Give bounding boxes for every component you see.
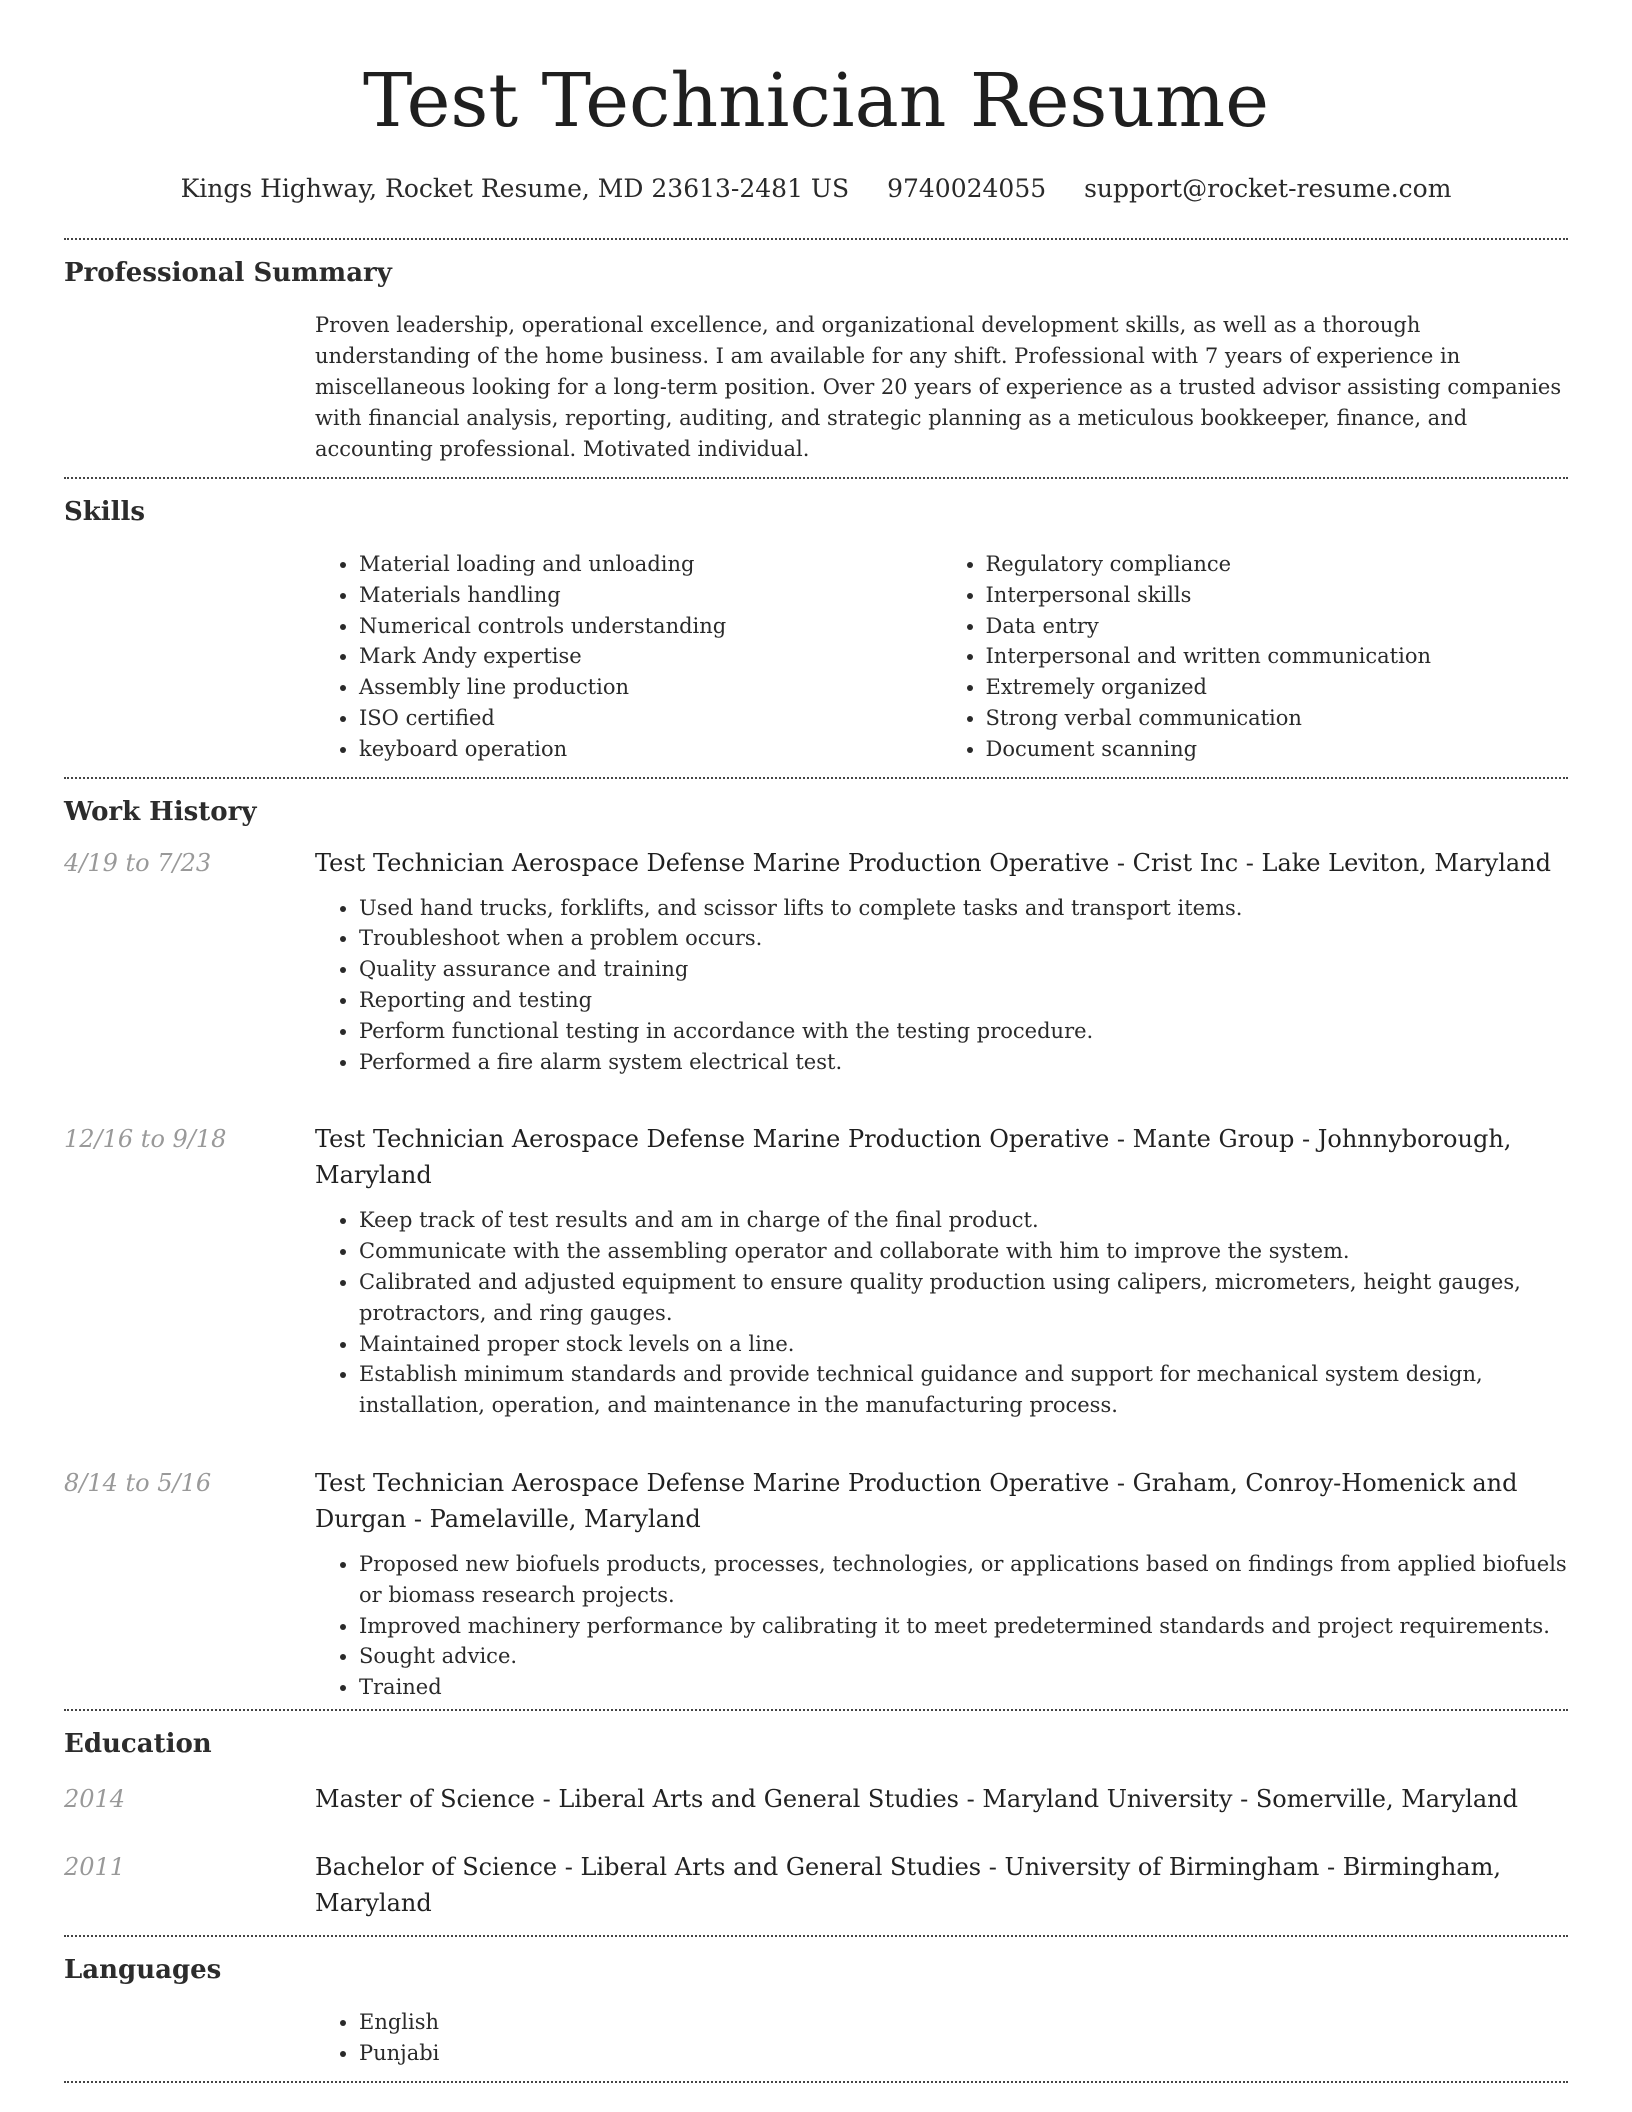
- job-bullet: • Proposed new biofuels products, processes, technologies, or applications based on findings from applied biofuels or biomass research projects.: [359, 1549, 1568, 1611]
- language-item: • Punjabi: [359, 2038, 1568, 2069]
- education-year: 2011: [64, 1852, 126, 1881]
- job-dates: 12/16 to 9/18: [64, 1125, 227, 1154]
- job-heading: [315, 1465, 1568, 1537]
- job-bullet: • Troubleshoot when a problem occurs.: [359, 923, 1568, 954]
- skill-item: • Extremely organized: [986, 672, 1569, 703]
- education-entry: [64, 1781, 1568, 1817]
- job-bullet: • Used hand trucks, forklifts, and scissor lifts to complete tasks and transport items.: [359, 893, 1568, 924]
- education-entry: [64, 1849, 1568, 1921]
- section-title: Professional Summary: [64, 258, 392, 288]
- education-year: 2014: [64, 1784, 126, 1813]
- skill-item: • Interpersonal skills: [986, 580, 1569, 611]
- contact-info: [64, 172, 1568, 240]
- job-employer-location: - Crist Inc - Lake Leviton, Maryland: [1109, 848, 1552, 877]
- skill-item: • Document scanning: [986, 734, 1569, 765]
- job-bullets: [315, 893, 1568, 1078]
- skills-list-left: [315, 549, 942, 765]
- job-bullet: • Quality assurance and training: [359, 954, 1568, 985]
- job-employer-location: - Graham, Conroy-Homenick and Durgan - Pamelaville, Maryland: [315, 1468, 1518, 1533]
- job-bullet: • Perform functional testing in accordance with the testing procedure.: [359, 1016, 1568, 1047]
- job-title: Test Technician Aerospace Defense Marine Production Operative: [315, 1125, 1110, 1154]
- job-bullet: • Calibrated and adjusted equipment to ensure quality production using calipers, micrometers, height gauges, protractors, and ring gauges.: [359, 1267, 1568, 1329]
- job-bullet: • Trained: [359, 1672, 1568, 1703]
- summary-text: Proven leadership, operational excellence, and organizational development skills, as well as a thorough understanding of the home business. I am available for any shift. Professional with 7 years of experience in miscellaneous looking for a long-term position. Over 20 years of experience as a trusted advisor assisting companies with financial analysis, reporting, auditing, and strategic planning as a meticulous bookkeeper, finance, and accounting professional. Motivated individual.: [315, 313, 1562, 461]
- job-bullet: • Reporting and testing: [359, 985, 1568, 1016]
- job-entry: [64, 1465, 1568, 1703]
- skill-item: • Strong verbal communication: [986, 703, 1569, 734]
- work-history-section: [64, 779, 1568, 1711]
- skill-item: • keyboard operation: [359, 734, 942, 765]
- skills-section: [64, 479, 1568, 779]
- job-heading: [315, 1121, 1568, 1193]
- job-bullet: • Establish minimum standards and provide technical guidance and support for mechanical system design, installation, operation, and maintenance in the manufacturing process.: [359, 1359, 1568, 1421]
- job-dates: 8/14 to 5/16: [64, 1468, 212, 1497]
- skill-item: • Regulatory compliance: [986, 549, 1569, 580]
- section-title: Education: [64, 1728, 212, 1759]
- job-title: Test Technician Aerospace Defense Marine Production Operative: [315, 848, 1110, 877]
- skill-item: • ISO certified: [359, 703, 942, 734]
- job-bullet: • Improved machinery performance by calibrating it to meet predetermined standards and project requirements.: [359, 1611, 1568, 1642]
- skill-item: • Mark Andy expertise: [359, 641, 942, 672]
- section-title: Skills: [64, 497, 146, 527]
- job-entry: [64, 1121, 1568, 1421]
- job-employer-location: - Mante Group - Johnnyborough, Maryland: [315, 1125, 1512, 1190]
- job-bullets: [315, 1205, 1568, 1421]
- job-bullet: • Sought advice.: [359, 1641, 1568, 1672]
- languages-list: [315, 2007, 1568, 2069]
- professional-summary-section: [64, 240, 1568, 479]
- skill-item: • Assembly line production: [359, 672, 942, 703]
- skill-item: • Interpersonal and written communication: [986, 641, 1569, 672]
- contact-phone: 9740024055: [887, 174, 1047, 203]
- job-entry: [64, 845, 1568, 1078]
- job-heading: [315, 845, 1568, 881]
- section-title: Work History: [64, 796, 257, 827]
- job-bullet: • Keep track of test results and am in charge of the final product.: [359, 1205, 1568, 1236]
- skill-item: • Materials handling: [359, 580, 942, 611]
- skill-item: • Material loading and unloading: [359, 549, 942, 580]
- skill-item: • Data entry: [986, 611, 1569, 642]
- language-item: • English: [359, 2007, 1568, 2038]
- education-details: Master of Science - Liberal Arts and General Studies - Maryland University - Somerville, Maryland: [315, 1784, 1518, 1813]
- education-details: Bachelor of Science - Liberal Arts and General Studies - University of Birmingham - Birmingham, Maryland: [315, 1852, 1501, 1917]
- contact-email: support@rocket-resume.com: [1084, 174, 1452, 203]
- job-bullets: [315, 1549, 1568, 1703]
- job-bullet: • Communicate with the assembling operator and collaborate with him to improve the system.: [359, 1236, 1568, 1267]
- resume-title: Test Technician Resume: [363, 58, 1269, 144]
- job-bullet: • Performed a fire alarm system electrical test.: [359, 1047, 1568, 1078]
- job-dates: 4/19 to 7/23: [64, 848, 212, 877]
- languages-section: [64, 1937, 1568, 2083]
- contact-address: Kings Highway, Rocket Resume, MD 23613-2481 US: [180, 174, 850, 203]
- skill-item: • Numerical controls understanding: [359, 611, 942, 642]
- skills-list-right: [942, 549, 1569, 765]
- education-section: [64, 1711, 1568, 1937]
- section-title: Languages: [64, 1954, 222, 1985]
- job-bullet: • Maintained proper stock levels on a line.: [359, 1329, 1568, 1360]
- job-title: Test Technician Aerospace Defense Marine Production Operative: [315, 1468, 1110, 1497]
